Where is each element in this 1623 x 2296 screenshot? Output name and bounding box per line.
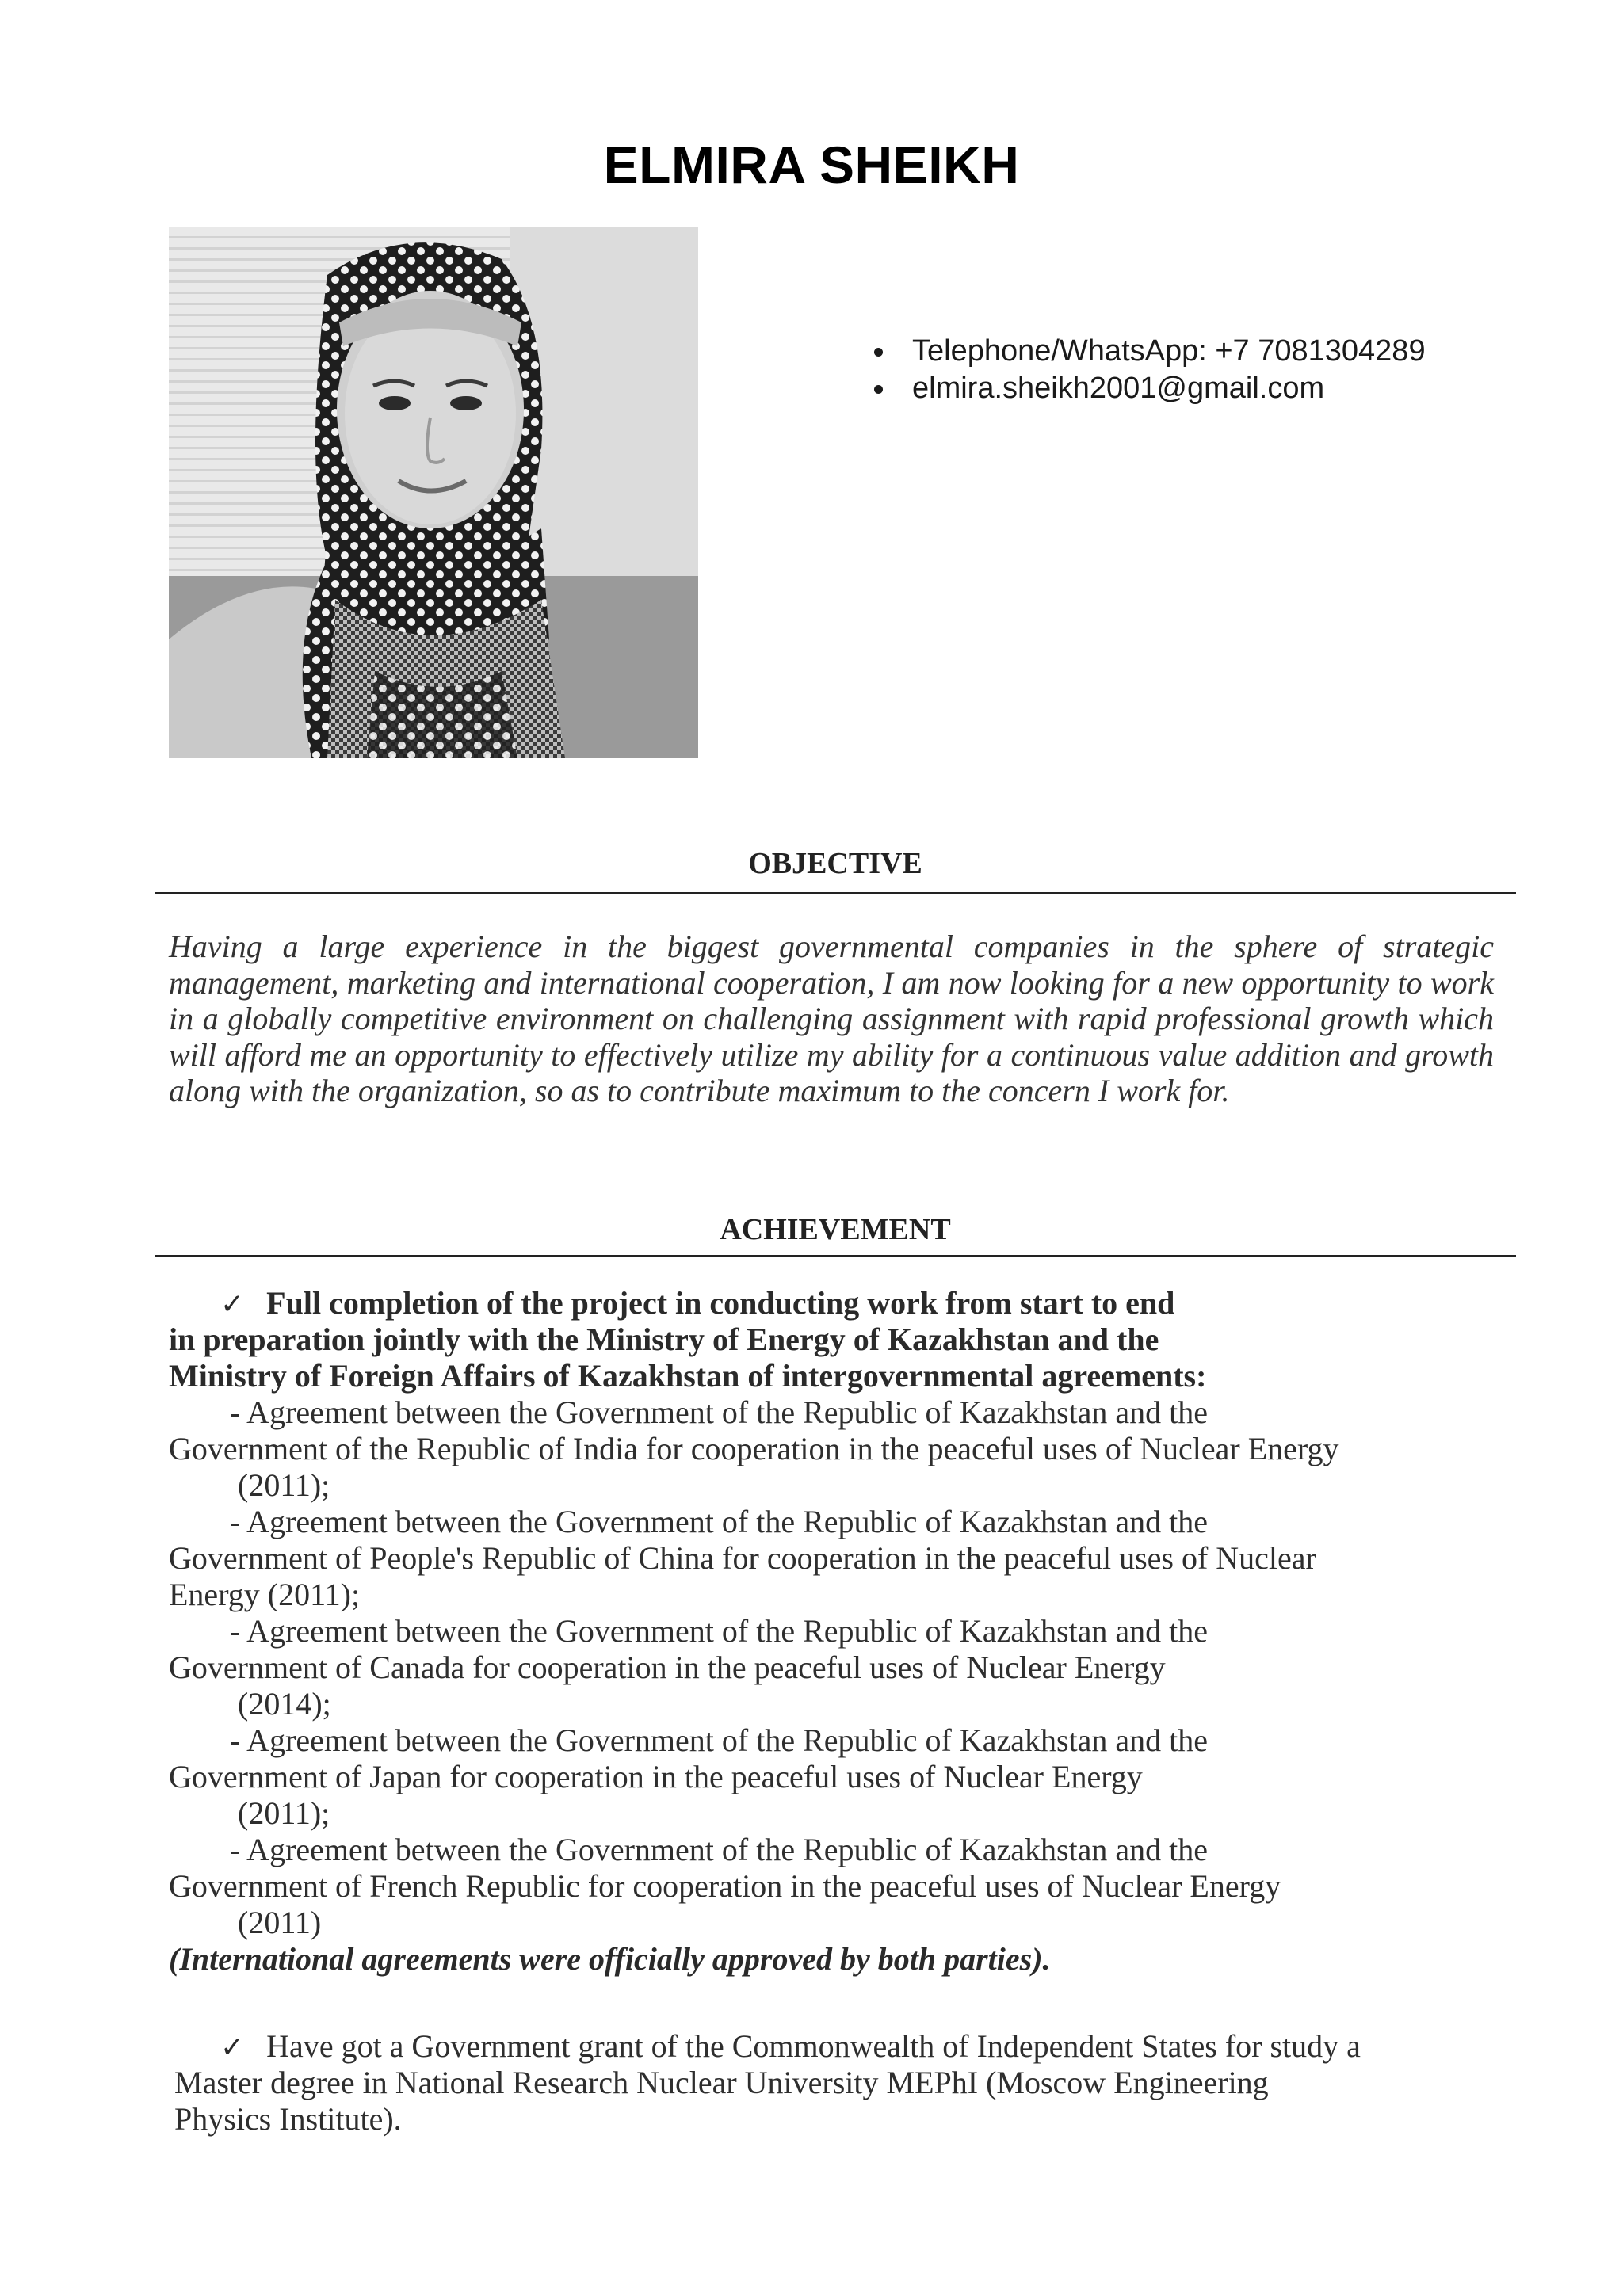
agreement-china-line-2: Government of People's Republic of China for cooperation in the peaceful uses of Nuclear — [169, 1540, 1316, 1576]
agreement-france-year: (2011) — [238, 1905, 322, 1940]
objective-divider — [155, 892, 1516, 894]
objective-heading: OBJECTIVE — [748, 847, 922, 880]
checkmark-icon: ✓ — [220, 2031, 245, 2064]
agreement-canada-year: (2014); — [238, 1686, 331, 1722]
agreement-india-line-2: Government of the Republic of India for cooperation in the peaceful uses of Nuclear Energy — [169, 1431, 1339, 1466]
achievement-item-1-line-3: Ministry of Foreign Affairs of Kazakhstan of intergovernmental agreements: — [169, 1358, 1207, 1394]
agreement-india-year: (2011); — [238, 1467, 330, 1503]
objective-text: Having a large experience in the biggest governmental companies in the sphere of strategic management, marketing and international cooperation, I am now looking for a new opportunity to work in a globally competitive environment on challenging assignment with rapid professional growth which will afford me an opportunity to effectively utilize my ability for a continuous value addition and growth along with the organization, so as to contribute maximum to the concern I work for. — [169, 929, 1494, 1108]
achievement-item-1-line-1 — [220, 1285, 1174, 1323]
achievement-item-1-line-2: in preparation jointly with the Ministry of Energy of Kazakhstan and the — [169, 1322, 1159, 1357]
profile-photo — [169, 227, 698, 758]
agreement-china-year: Energy (2011); — [169, 1577, 361, 1612]
agreement-japan-line-2: Government of Japan for cooperation in the peaceful uses of Nuclear Energy — [169, 1759, 1143, 1794]
achievement-item-2-text: Have got a Government grant of the Commonwealth of Independent States for study a — [266, 2028, 1361, 2064]
checkmark-icon: ✓ — [220, 1288, 245, 1321]
achievement-item-1-text: Full completion of the project in conducting work from start to end — [266, 1285, 1175, 1321]
agreement-japan-line-1: - Agreement between the Government of the Republic of Kazakhstan and the — [230, 1722, 1209, 1758]
achievement-item-2-line-1 — [220, 2028, 1361, 2066]
agreement-china-line-1: - Agreement between the Government of the Republic of Kazakhstan and the — [230, 1504, 1209, 1539]
page-title: ELMIRA SHEIKH — [603, 135, 1020, 194]
approval-note: (International agreements were officially approved by both parties). — [169, 1941, 1051, 1977]
achievement-item-2-line-3: Physics Institute). — [174, 2101, 402, 2137]
achievement-heading: ACHIEVEMENT — [720, 1213, 951, 1246]
agreement-france-line-2: Government of French Republic for cooperation in the peaceful uses of Nuclear Energy — [169, 1868, 1281, 1904]
contact-email[interactable]: elmira.sheikh2001@gmail.com — [868, 370, 1426, 407]
agreement-canada-line-1: - Agreement between the Government of the Republic of Kazakhstan and the — [230, 1613, 1209, 1649]
portrait-photo-icon — [169, 227, 698, 758]
achievement-item-2-line-2: Master degree in National Research Nuclear University MEPhI (Moscow Engineering — [174, 2065, 1269, 2100]
contact-list — [868, 333, 1426, 407]
agreement-japan-year: (2011); — [238, 1795, 330, 1831]
contact-phone: Telephone/WhatsApp: +7 7081304289 — [868, 333, 1426, 370]
agreement-india-line-1: - Agreement between the Government of the Republic of Kazakhstan and the — [230, 1394, 1209, 1430]
agreement-france-line-1: - Agreement between the Government of the Republic of Kazakhstan and the — [230, 1832, 1209, 1867]
agreement-canada-line-2: Government of Canada for cooperation in the peaceful uses of Nuclear Energy — [169, 1650, 1166, 1685]
achievement-divider — [155, 1255, 1516, 1257]
